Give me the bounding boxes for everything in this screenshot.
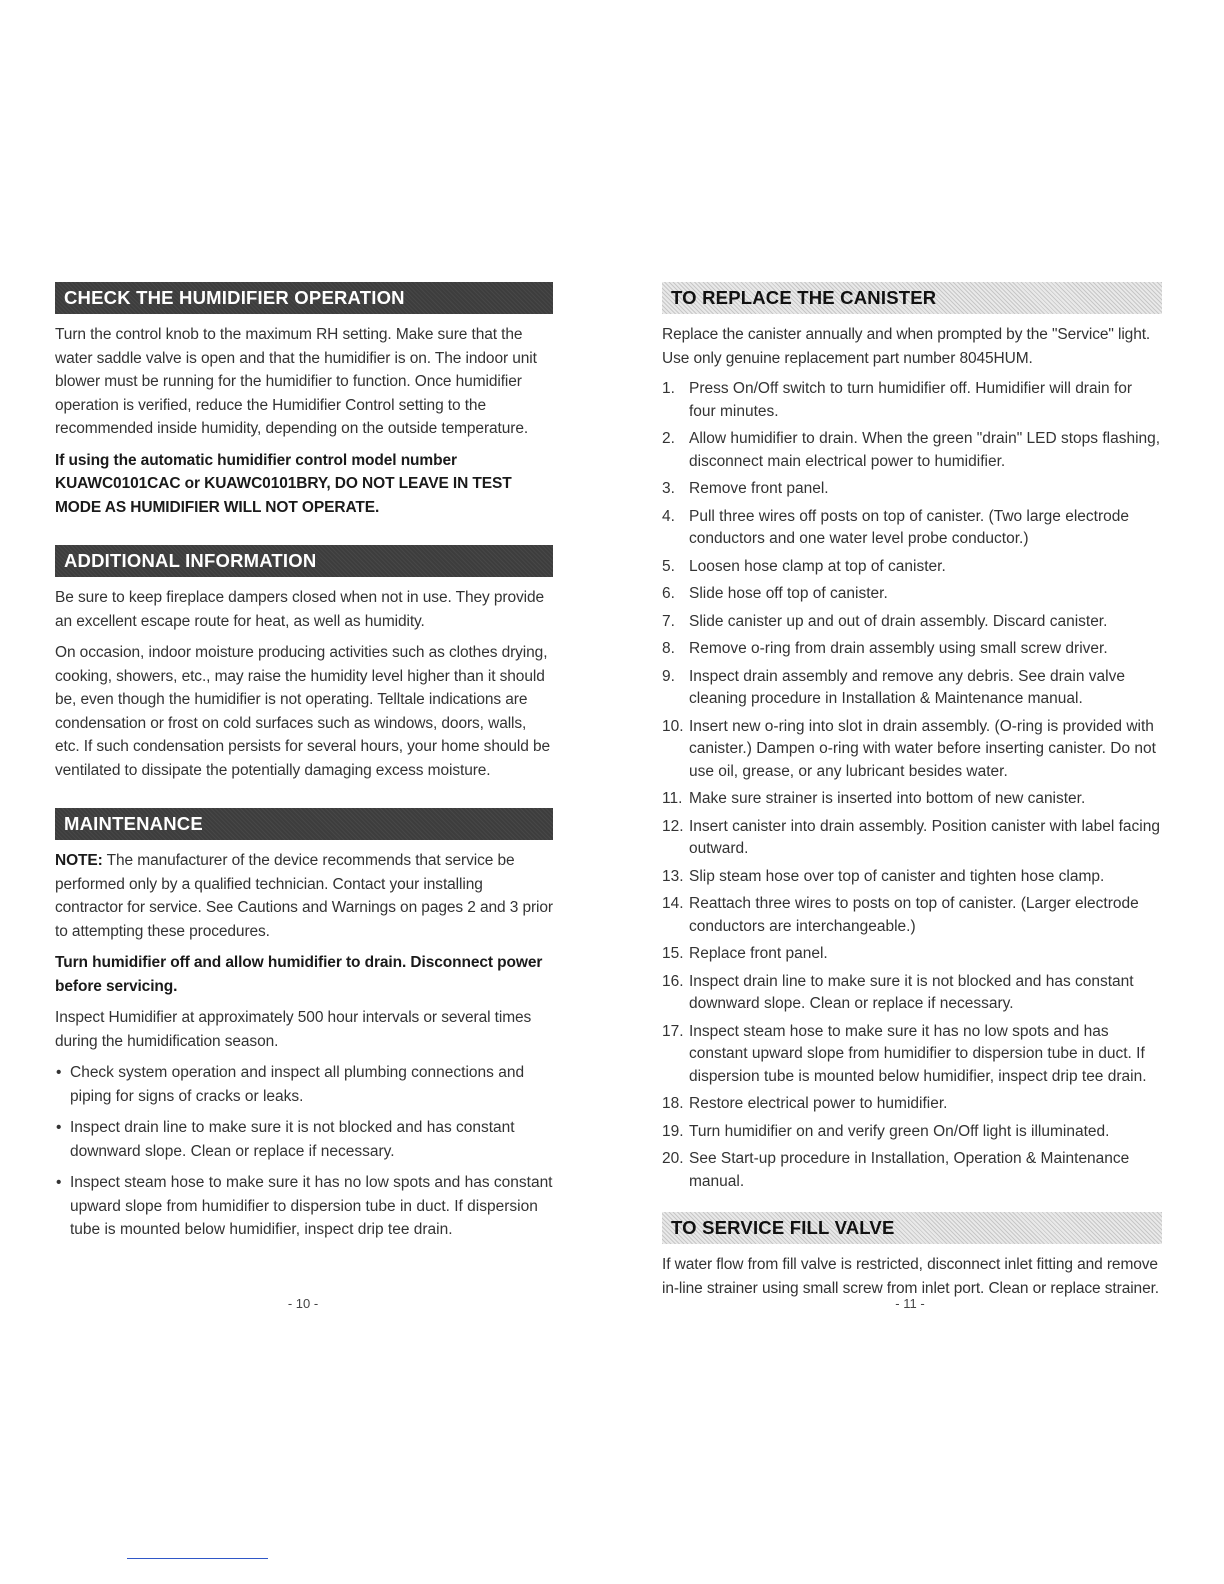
step-number: 4.	[662, 507, 675, 525]
note-label: NOTE:	[55, 852, 103, 869]
list-item	[662, 478, 1162, 501]
step-number: 17.	[662, 1022, 684, 1040]
step-number: 8.	[662, 640, 675, 657]
step-text: Pull three wires off posts on top of canister. (Two large electrode conductors and one water level probe conductor.)	[689, 507, 1129, 547]
step-number: 14.	[662, 895, 684, 912]
left-page-column	[55, 282, 553, 1250]
step-text: Inspect drain assembly and remove any debris. See drain valve cleaning procedure in Installation & Maintenance manual.	[689, 667, 1125, 707]
replace-canister-heading: TO REPLACE THE CANISTER	[662, 282, 1162, 314]
page-number-right: - 11 -	[895, 1296, 925, 1311]
step-text: Insert new o-ring into slot in drain assembly. (O-ring is provided with canister.) Dampen o-ring with water before inserting canister. Do not use oil, grease, or any lubricant besides water.	[689, 717, 1156, 780]
service-fill-valve-heading: TO SERVICE FILL VALVE	[662, 1212, 1162, 1244]
list-item	[662, 716, 1162, 784]
list-item	[662, 638, 1162, 661]
list-item	[662, 893, 1162, 938]
step-number: 15.	[662, 945, 684, 962]
step-number: 5.	[662, 557, 675, 575]
drain-warning: Turn humidifier off and allow humidifier to drain. Disconnect power before servicing.	[55, 954, 543, 995]
check-operation-heading: CHECK THE HUMIDIFIER OPERATION	[55, 282, 553, 314]
replace-canister-intro: Replace the canister annually and when prompted by the "Service" light. Use only genuine replacement part number 8045HUM.	[662, 326, 1151, 367]
step-number: 6.	[662, 585, 675, 602]
step-text: Press On/Off switch to turn humidifier off. Humidifier will drain for four minutes.	[689, 380, 1133, 420]
list-item	[662, 1093, 1162, 1116]
list-item	[662, 666, 1162, 711]
scan-edge-rule	[127, 1558, 268, 1559]
list-item: • Check system operation and inspect all plumbing connections and piping for signs of cracks or leaks.	[55, 1061, 553, 1108]
step-text: Slide canister up and out of drain assembly. Discard canister.	[689, 612, 1108, 630]
list-item	[662, 611, 1162, 634]
maintenance-heading: MAINTENANCE	[55, 808, 553, 840]
list-item	[662, 971, 1162, 1016]
step-number: 20.	[662, 1150, 684, 1167]
check-operation-body: Turn the control knob to the maximum RH setting. Make sure that the water saddle valve is open and that the humidifier is on. The indoor unit blower must be running for the humidifier to function. Once humidifier operation is verified, reduce the Humidifier Control setting to the recommended inside humidity, depending on the outside temperature.	[55, 326, 537, 437]
list-item	[662, 788, 1162, 811]
fill-valve-body: If water flow from fill valve is restricted, disconnect inlet fitting and remove in-line strainer using small screw from inlet port. Clean or replace strainer.	[662, 1256, 1160, 1297]
step-number: 19.	[662, 1122, 684, 1140]
note-text: The manufacturer of the device recommends that service be performed only by a qualified technician. Contact your installing contractor for service. See Cautions and Warnings on pages 2 and 3 prior to attempting these procedures.	[55, 852, 553, 940]
step-text: Loosen hose clamp at top of canister.	[689, 557, 946, 575]
list-item	[662, 583, 1162, 606]
step-text: Slip steam hose over top of canister and tighten hose clamp.	[689, 867, 1105, 885]
list-item	[662, 378, 1162, 423]
step-text: Make sure strainer is inserted into bottom of new canister.	[689, 790, 1086, 807]
list-item	[662, 1121, 1162, 1144]
step-text: Reattach three wires to posts on top of canister. (Larger electrode conductors are interchangeable.)	[689, 895, 1139, 935]
step-text: Allow humidifier to drain. When the green "drain" LED stops flashing, disconnect main electrical power to humidifier.	[689, 430, 1161, 470]
maintenance-note	[55, 849, 553, 943]
list-item	[662, 943, 1162, 966]
step-number: 1.	[662, 380, 675, 397]
right-page-column	[662, 282, 1162, 1308]
step-number: 9.	[662, 667, 675, 685]
step-text: Inspect drain line to make sure it is not blocked and has constant downward slope. Clean or replace if necessary.	[689, 972, 1134, 1012]
step-text: Turn humidifier on and verify green On/Off light is illuminated.	[689, 1122, 1110, 1140]
step-number: 13.	[662, 867, 684, 885]
list-item	[662, 1021, 1162, 1089]
step-text: Remove o-ring from drain assembly using small screw driver.	[689, 640, 1108, 657]
condensation-paragraph: On occasion, indoor moisture producing activities such as clothes drying, cooking, showers, etc., may raise the humidity level higher than it should be, even though the humidifier is not operating. Telltale indications are condensation or frost on cold surfaces such as windows, doors, walls, etc. If such condensation persists for several hours, your home should be ventilated to dissipate the potentially damaging excess moisture.	[55, 644, 550, 779]
list-item	[662, 816, 1162, 861]
step-number: 11.	[662, 790, 683, 807]
step-number: 3.	[662, 480, 675, 497]
step-number: 18.	[662, 1095, 684, 1112]
step-text: Insert canister into drain assembly. Position canister with label facing outward.	[689, 817, 1160, 857]
step-number: 2.	[662, 430, 675, 447]
list-item	[662, 506, 1162, 551]
maintenance-checklist	[55, 1061, 553, 1242]
additional-information-heading: ADDITIONAL INFORMATION	[55, 545, 553, 577]
step-text: Restore electrical power to humidifier.	[689, 1095, 948, 1112]
step-text: Slide hose off top of canister.	[689, 585, 888, 602]
inspection-interval-text: Inspect Humidifier at approximately 500 hour intervals or several times during the humidification season.	[55, 1009, 532, 1050]
test-mode-warning: If using the automatic humidifier control model number KUAWC0101CAC or KUAWC0101BRY, DO NOT LEAVE IN TEST MODE AS HUMIDIFIER WILL NOT OPERATE.	[55, 451, 512, 516]
fireplace-paragraph: Be sure to keep fireplace dampers closed when not in use. They provide an excellent escape route for heat, as well as humidity.	[55, 589, 545, 630]
step-number: 12.	[662, 817, 684, 835]
list-item	[662, 866, 1162, 889]
list-item	[662, 556, 1162, 579]
step-number: 10.	[662, 717, 684, 735]
step-text: Replace front panel.	[689, 945, 828, 962]
step-number: 7.	[662, 612, 675, 630]
step-text: See Start-up procedure in Installation, Operation & Maintenance manual.	[689, 1150, 1130, 1190]
list-item: • Inspect steam hose to make sure it has no low spots and has constant upward slope from humidifier to dispersion tube in duct. If dispersion tube is mounted below humidifier, inspect drip tee drain.	[55, 1171, 553, 1242]
replace-canister-steps	[662, 378, 1162, 1193]
step-text: Inspect steam hose to make sure it has no low spots and has constant upward slope from humidifier to dispersion tube in duct. If dispersion tube is mounted below humidifier, inspect drip tee drain.	[689, 1022, 1147, 1085]
list-item	[662, 1148, 1162, 1193]
list-item: • Inspect drain line to make sure it is not blocked and has constant downward slope. Clean or replace if necessary.	[55, 1116, 553, 1163]
list-item	[662, 428, 1162, 473]
page-number-left: - 10 -	[287, 1296, 319, 1311]
step-number: 16.	[662, 972, 684, 990]
step-text: Remove front panel.	[689, 480, 829, 497]
